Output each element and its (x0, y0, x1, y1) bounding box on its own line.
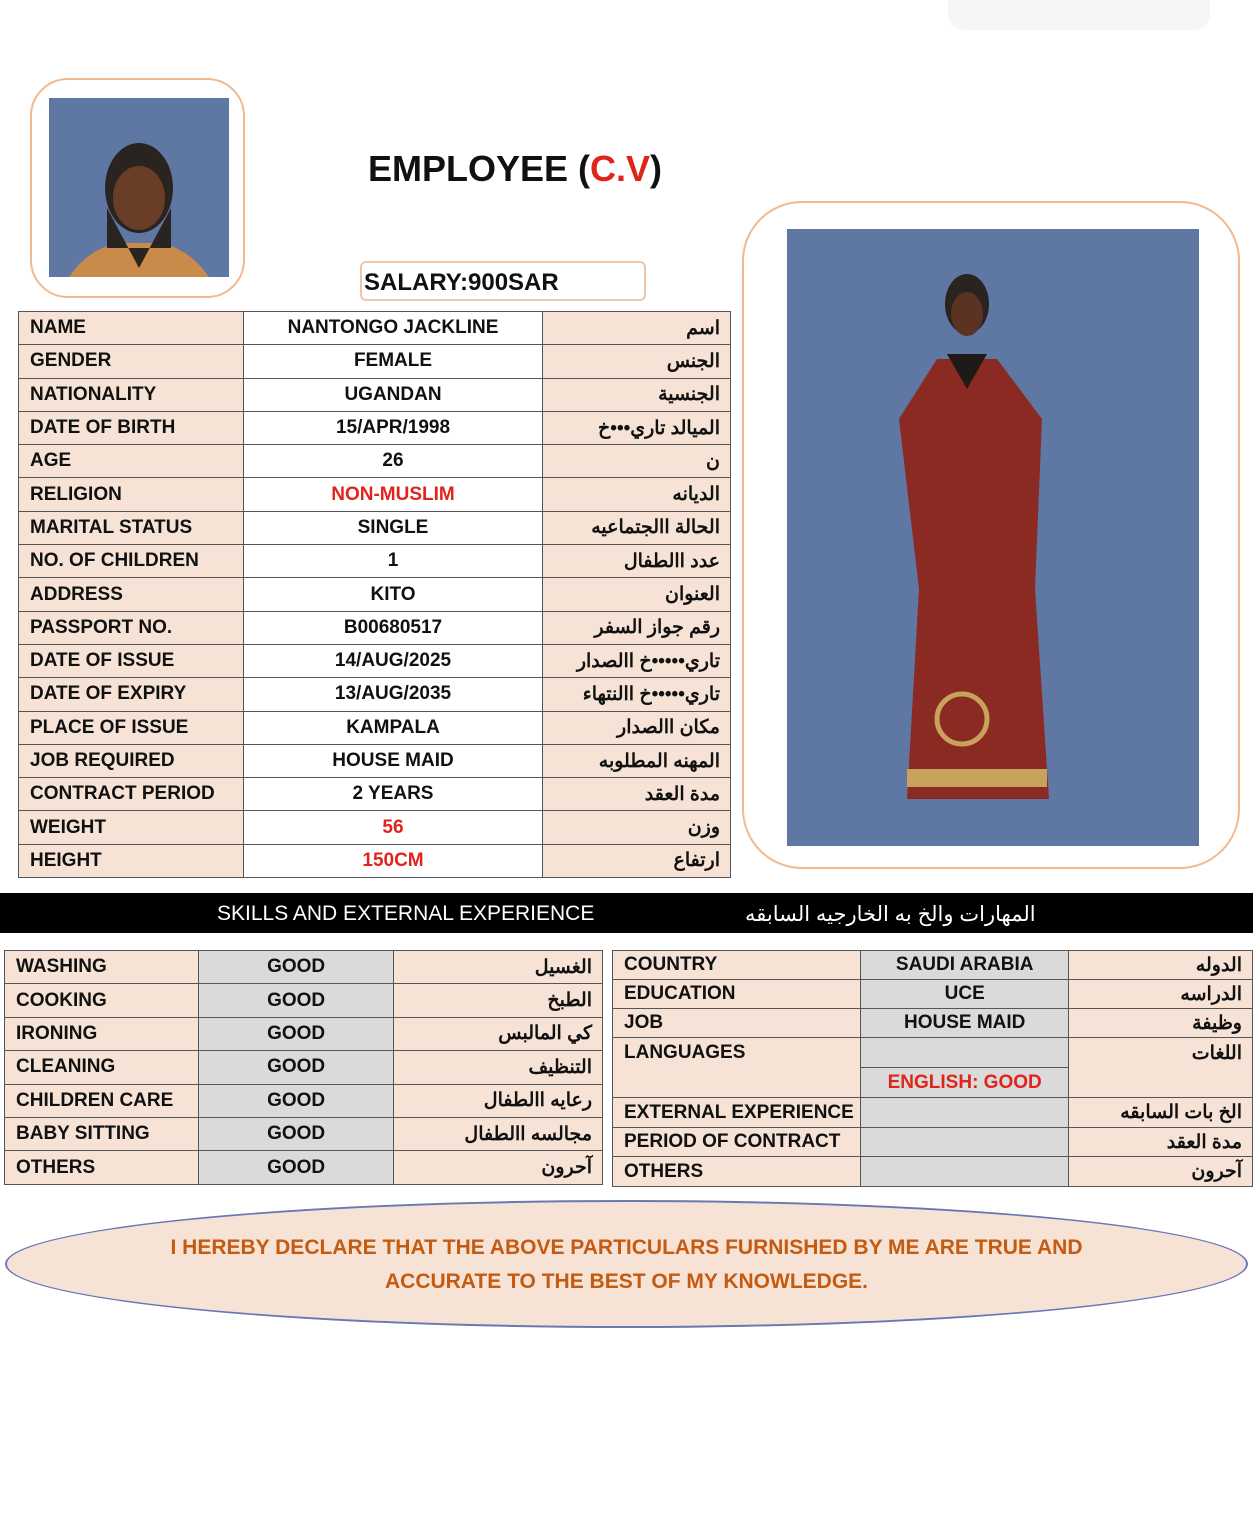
personal-row (19, 678, 731, 711)
person-headshot-icon (49, 98, 229, 277)
row-arabic: آحرون (1069, 1157, 1253, 1187)
row-arabic: تاري•••••خ االصدار (543, 644, 731, 677)
row-value: UGANDAN (243, 378, 542, 411)
row-label: NATIONALITY (19, 378, 244, 411)
row-arabic: الديانه (543, 478, 731, 511)
experience-row-period (613, 1128, 1253, 1157)
languages-value: ENGLISH: GOOD (860, 1068, 1069, 1098)
personal-row (19, 578, 731, 611)
experience-row-job (613, 1009, 1253, 1038)
experience-table (612, 950, 1253, 1187)
row-arabic: ن (543, 445, 731, 478)
row-arabic: التنظيف (394, 1051, 603, 1084)
page-title: EMPLOYEE (C.V) (368, 148, 663, 189)
row-value (860, 1157, 1069, 1187)
experience-row-education (613, 980, 1253, 1009)
row-label: JOB REQUIRED (19, 744, 244, 777)
personal-row (19, 511, 731, 544)
row-arabic: وظيفة (1069, 1009, 1253, 1038)
row-label: NAME (19, 312, 244, 345)
row-label: ADDRESS (19, 578, 244, 611)
row-label: GENDER (19, 345, 244, 378)
row-label: OTHERS (613, 1157, 861, 1187)
row-arabic: عدد االطفال (543, 545, 731, 578)
experience-row-country (613, 951, 1253, 980)
skills-row (5, 1084, 603, 1117)
personal-row (19, 545, 731, 578)
row-arabic: اسم (543, 312, 731, 345)
skills-row (5, 1151, 603, 1184)
row-value: NON-MUSLIM (243, 478, 542, 511)
row-label: AGE (19, 445, 244, 478)
row-label: CHILDREN CARE (5, 1084, 199, 1117)
row-arabic: الدوله (1069, 951, 1253, 980)
row-value: 2 YEARS (243, 778, 542, 811)
personal-row (19, 811, 731, 844)
row-label: IRONING (5, 1017, 199, 1050)
row-value: 1 (243, 545, 542, 578)
row-value: SAUDI ARABIA (860, 951, 1069, 980)
row-value: GOOD (198, 1084, 393, 1117)
row-arabic: مكان االصدار (543, 711, 731, 744)
row-arabic: الطبخ (394, 984, 603, 1017)
skills-row (5, 984, 603, 1017)
row-label: EDUCATION (613, 980, 861, 1009)
row-value: 56 (243, 811, 542, 844)
row-arabic: الجنس (543, 345, 731, 378)
row-value: HOUSE MAID (860, 1009, 1069, 1038)
full-body-photo (787, 229, 1199, 846)
banner-arabic: المهارات والخ به الخارجيه السابقه (745, 903, 1036, 926)
row-value: GOOD (198, 1117, 393, 1150)
row-arabic: الحالة االجتماعيه (543, 511, 731, 544)
row-value: SINGLE (243, 511, 542, 544)
row-label: HEIGHT (19, 844, 244, 877)
personal-row (19, 411, 731, 444)
row-arabic: وزن (543, 811, 731, 844)
row-value: HOUSE MAID (243, 744, 542, 777)
personal-row (19, 711, 731, 744)
row-label: DATE OF BIRTH (19, 411, 244, 444)
experience-row-languages (613, 1038, 1253, 1068)
row-value (860, 1128, 1069, 1157)
row-label: COUNTRY (613, 951, 861, 980)
row-value: GOOD (198, 1151, 393, 1184)
row-arabic: الخ بات السابقه (1069, 1098, 1253, 1128)
skills-row (5, 1117, 603, 1150)
row-label: PLACE OF ISSUE (19, 711, 244, 744)
personal-row (19, 744, 731, 777)
personal-row (19, 445, 731, 478)
row-label: PASSPORT NO. (19, 611, 244, 644)
declaration-ellipse (5, 1200, 1248, 1328)
row-arabic: مجالسه االطفال (394, 1117, 603, 1150)
row-value: FEMALE (243, 345, 542, 378)
row-value: GOOD (198, 1051, 393, 1084)
personal-row (19, 844, 731, 877)
row-label: DATE OF ISSUE (19, 644, 244, 677)
row-value: 13/AUG/2035 (243, 678, 542, 711)
row-arabic: تاري•••••خ االنتهاء (543, 678, 731, 711)
row-label: OTHERS (5, 1151, 199, 1184)
row-arabic: الدراسه (1069, 980, 1253, 1009)
row-label: DATE OF EXPIRY (19, 678, 244, 711)
row-label: WEIGHT (19, 811, 244, 844)
portrait-photo (49, 98, 229, 277)
person-full-body-icon (787, 229, 1199, 846)
salary-box: SALARY:900SAR (360, 261, 646, 301)
row-value: GOOD (198, 951, 393, 984)
row-label: CLEANING (5, 1051, 199, 1084)
row-value (860, 1098, 1069, 1128)
row-value: KAMPALA (243, 711, 542, 744)
personal-row (19, 478, 731, 511)
personal-details-table (18, 311, 731, 878)
row-arabic: العنوان (543, 578, 731, 611)
row-value: NANTONGO JACKLINE (243, 312, 542, 345)
skills-row (5, 951, 603, 984)
row-arabic: اللغات (1069, 1038, 1253, 1098)
row-arabic: مدة العقد (543, 778, 731, 811)
personal-row (19, 778, 731, 811)
row-label: MARITAL STATUS (19, 511, 244, 544)
row-label: RELIGION (19, 478, 244, 511)
row-label: CONTRACT PERIOD (19, 778, 244, 811)
skills-table (4, 950, 603, 1185)
row-value: B00680517 (243, 611, 542, 644)
top-toolbar-fragment (948, 0, 1210, 30)
experience-row-others (613, 1157, 1253, 1187)
declaration-line-1: I HEREBY DECLARE THAT THE ABOVE PARTICULARS FURNISHED BY ME ARE TRUE AND (170, 1236, 1083, 1259)
row-label: PERIOD OF CONTRACT (613, 1128, 861, 1157)
row-label: COOKING (5, 984, 199, 1017)
row-value: 14/AUG/2025 (243, 644, 542, 677)
declaration-line-2: ACCURATE TO THE BEST OF MY KNOWLEDGE. (384, 1270, 868, 1293)
skills-row (5, 1051, 603, 1084)
row-arabic: المهنه المطلوبه (543, 744, 731, 777)
personal-row (19, 378, 731, 411)
row-arabic: الجنسية (543, 378, 731, 411)
row-arabic: الغسيل (394, 951, 603, 984)
row-value: GOOD (198, 1017, 393, 1050)
banner-english: SKILLS AND EXTERNAL EXPERIENCE (217, 902, 595, 925)
row-arabic: آحرون (394, 1151, 603, 1184)
row-label: NO. OF CHILDREN (19, 545, 244, 578)
row-arabic: كي المالبس (394, 1017, 603, 1050)
row-label: JOB (613, 1009, 861, 1038)
row-arabic: مدة العقد (1069, 1128, 1253, 1157)
row-label: EXTERNAL EXPERIENCE (613, 1098, 861, 1128)
skills-banner (0, 893, 1253, 933)
row-arabic: رعايه االطفال (394, 1084, 603, 1117)
skills-row (5, 1017, 603, 1050)
row-label: LANGUAGES (613, 1038, 861, 1098)
experience-row-external (613, 1098, 1253, 1128)
row-value: 150CM (243, 844, 542, 877)
personal-row (19, 312, 731, 345)
row-label: BABY SITTING (5, 1117, 199, 1150)
personal-row (19, 644, 731, 677)
row-arabic: ارتفاع (543, 844, 731, 877)
personal-row (19, 345, 731, 378)
row-value: 15/APR/1998 (243, 411, 542, 444)
row-value: GOOD (198, 984, 393, 1017)
row-arabic: رقم جواز السفر (543, 611, 731, 644)
row-label: WASHING (5, 951, 199, 984)
row-value-empty (860, 1038, 1069, 1068)
row-value: KITO (243, 578, 542, 611)
row-arabic: الميالد تاري•••خ (543, 411, 731, 444)
row-value: 26 (243, 445, 542, 478)
row-value: UCE (860, 980, 1069, 1009)
personal-row (19, 611, 731, 644)
